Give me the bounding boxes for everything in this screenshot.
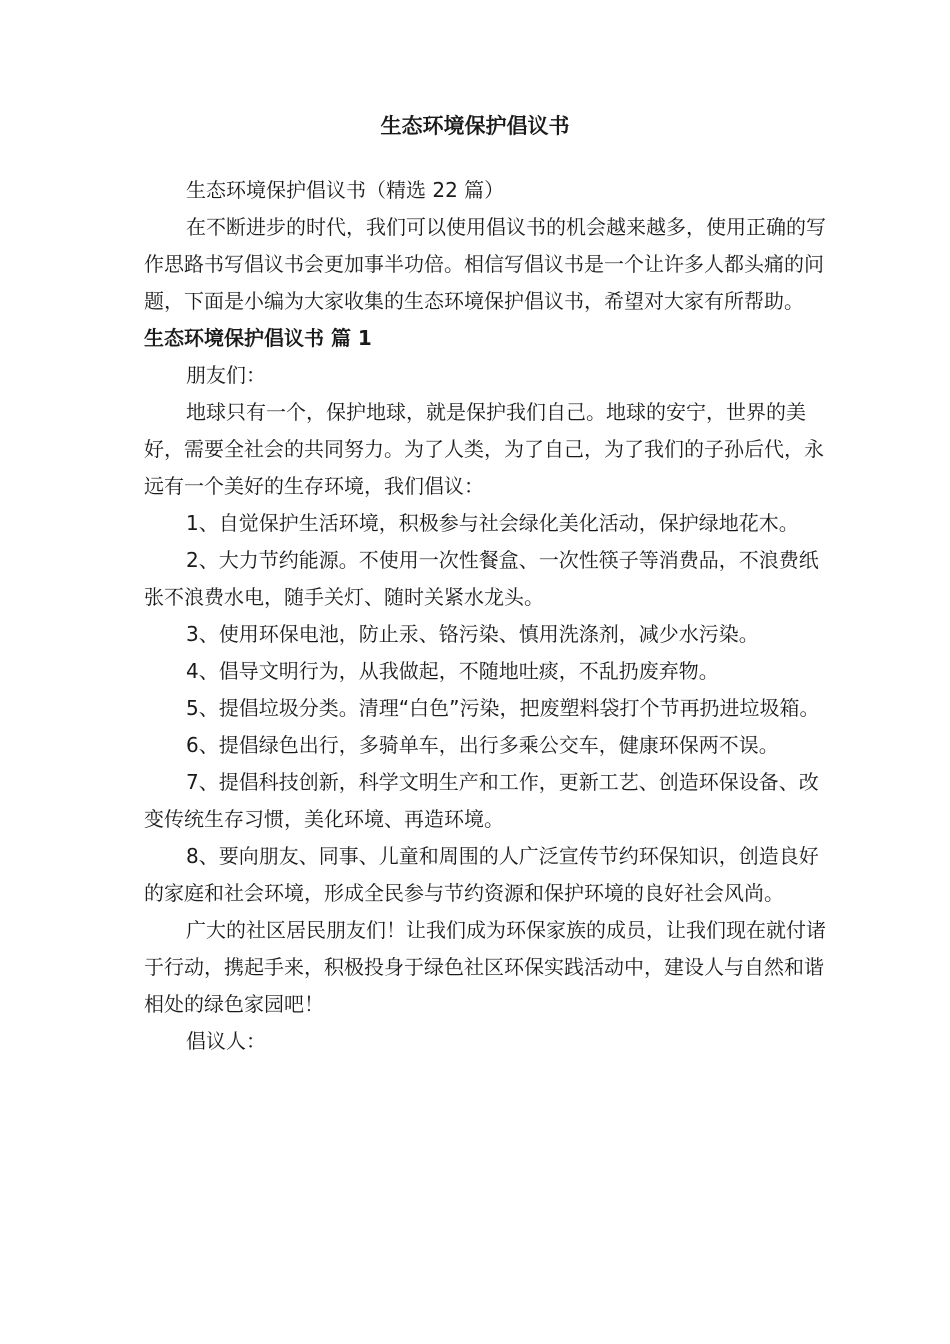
opening-paragraph: 地球只有一个，保护地球，就是保护我们自己。地球的安宁，世界的美好，需要全社会的共同努力。为了人类，为了自己，为了我们的子孙后代，永远有一个美好的生存环境，我们倡议： bbox=[144, 400, 824, 498]
signature-line: 倡议人： bbox=[186, 1029, 266, 1053]
document-body bbox=[144, 172, 832, 1060]
proposal-item-4: 4、倡导文明行为，从我做起，不随地吐痰，不乱扔废弃物。 bbox=[186, 659, 719, 683]
proposal-item-3: 3、使用环保电池，防止汞、铬污染、慎用洗涤剂，减少水污染。 bbox=[186, 622, 759, 646]
greeting: 朋友们： bbox=[186, 363, 266, 387]
proposal-item-6: 6、提倡绿色出行，多骑单车，出行多乘公交车，健康环保两不误。 bbox=[186, 733, 779, 757]
section-heading: 生态环境保护倡议书 篇 1 bbox=[144, 326, 372, 350]
proposal-item-8: 8、要向朋友、同事、儿童和周围的人广泛宣传节约环保知识，创造良好的家庭和社会环境，形成全民参与节约资源和保护环境的良好社会风尚。 bbox=[144, 844, 819, 905]
proposal-item-1: 1、自觉保护生活环境，积极参与社会绿化美化活动，保护绿地花木。 bbox=[186, 511, 799, 535]
proposal-item-7: 7、提倡科技创新，科学文明生产和工作，更新工艺、创造环保设备、改变传统生存习惯，美化环境、再造环境。 bbox=[144, 770, 819, 831]
closing-paragraph: 广大的社区居民朋友们！让我们成为环保家族的成员，让我们现在就付诸于行动，携起手来，积极投身于绿色社区环保实践活动中，建设人与自然和谐相处的绿色家园吧！ bbox=[144, 918, 826, 1016]
document-title: 生态环境保护倡议书 bbox=[380, 114, 570, 138]
intro-paragraph: 在不断进步的时代，我们可以使用倡议书的机会越来越多，使用正确的写作思路书写倡议书会更加事半功倍。相信写倡议书是一个让许多人都头痛的问题，下面是小编为大家收集的生态环境保护倡议书，希望对大家有所帮助。 bbox=[144, 215, 826, 313]
proposal-item-2: 2、大力节约能源。不使用一次性餐盒、一次性筷子等消费品，不浪费纸张不浪费水电，随手关灯、随时关紧水龙头。 bbox=[144, 548, 819, 609]
proposal-item-5: 5、提倡垃圾分类。清理“白色”污染，把废塑料袋打个节再扔进垃圾箱。 bbox=[186, 696, 820, 720]
intro-line: 生态环境保护倡议书（精选 22 篇） bbox=[186, 178, 505, 202]
